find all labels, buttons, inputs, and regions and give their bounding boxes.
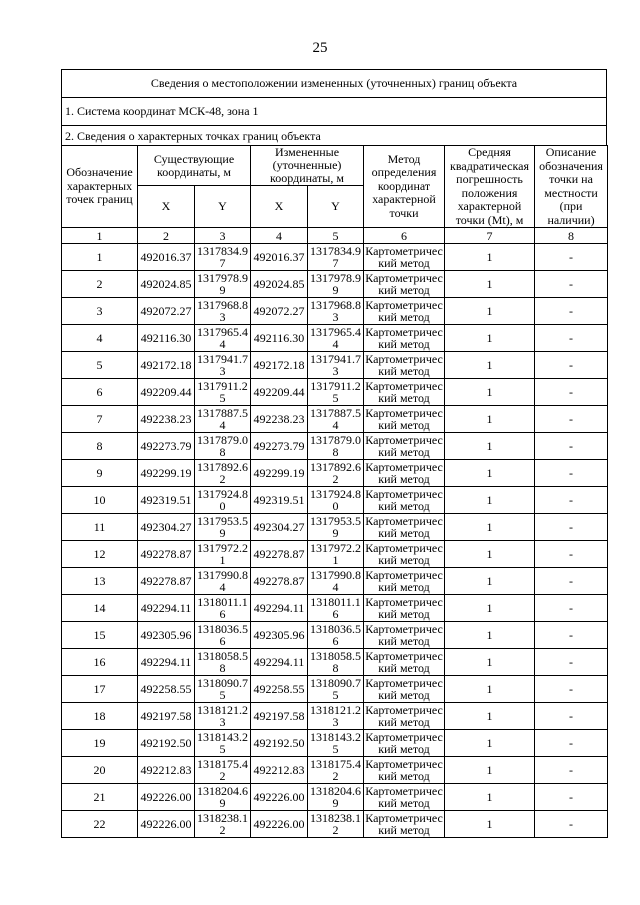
table-title: Сведения о местоположении измененных (уточненных) границ объекта: [61, 69, 607, 97]
existing-x-cell: 492197.58: [138, 703, 195, 730]
existing-x-cell: 492016.37: [138, 244, 195, 271]
page-number: 25: [312, 40, 328, 56]
table-row: [62, 379, 608, 406]
description-cell: -: [535, 595, 608, 622]
existing-x-cell: 492209.44: [138, 379, 195, 406]
error-cell: 1: [445, 622, 535, 649]
method-cell: Картометрический метод: [365, 487, 443, 513]
existing-y-cell: 1317990.84: [195, 568, 251, 595]
description-cell: -: [535, 622, 608, 649]
table-row: [62, 244, 608, 271]
column-number: 1: [62, 228, 138, 244]
description-cell: -: [535, 325, 608, 352]
point-number: 12: [62, 541, 138, 568]
column-number: 4: [251, 228, 308, 244]
error-cell: 1: [445, 811, 535, 838]
changed-x-cell: 492116.30: [251, 325, 308, 352]
error-cell: 1: [445, 433, 535, 460]
changed-x-cell: 492305.96: [251, 622, 308, 649]
method-cell: Картометрический метод: [365, 244, 443, 270]
table-row: [62, 595, 608, 622]
description-cell: -: [535, 568, 608, 595]
description-cell: -: [535, 757, 608, 784]
description-cell: -: [535, 541, 608, 568]
changed-y-cell: 1318121.23: [308, 703, 364, 730]
existing-x-cell: 492212.83: [138, 757, 195, 784]
changed-y-cell: 1317968.83: [308, 298, 364, 325]
changed-x-cell: 492212.83: [251, 757, 308, 784]
method-cell: Картометрический метод: [365, 514, 443, 540]
changed-y-cell: 1318175.42: [308, 757, 364, 784]
changed-x-cell: 492258.55: [251, 676, 308, 703]
existing-y-cell: 1318090.75: [195, 676, 251, 703]
table-row: [62, 298, 608, 325]
error-cell: 1: [445, 325, 535, 352]
existing-y-cell: 1317972.21: [195, 541, 251, 568]
existing-x-cell: 492273.79: [138, 433, 195, 460]
column-number: 7: [445, 228, 535, 244]
existing-x-cell: 492305.96: [138, 622, 195, 649]
changed-y-cell: 1317911.25: [308, 379, 364, 406]
changed-x-cell: 492192.50: [251, 730, 308, 757]
changed-y-cell: 1317965.44: [308, 325, 364, 352]
existing-y-cell: 1317941.73: [195, 352, 251, 379]
point-number: 20: [62, 757, 138, 784]
existing-x-cell: 492278.87: [138, 541, 195, 568]
changed-x-cell: 492304.27: [251, 514, 308, 541]
changed-y-cell: 1317941.73: [308, 352, 364, 379]
method-cell: Картометрический метод: [365, 757, 443, 783]
table-row: [62, 649, 608, 676]
table-row: [62, 541, 608, 568]
column-number: 8: [535, 228, 608, 244]
table-row: [62, 622, 608, 649]
error-cell: 1: [445, 460, 535, 487]
point-number: 11: [62, 514, 138, 541]
existing-y-cell: 1318204.69: [195, 784, 251, 811]
error-cell: 1: [445, 595, 535, 622]
changed-y-cell: 1318058.58: [308, 649, 364, 676]
changed-x-cell: 492294.11: [251, 595, 308, 622]
point-number: 2: [62, 271, 138, 298]
error-cell: 1: [445, 352, 535, 379]
changed-y-cell: 1317990.84: [308, 568, 364, 595]
description-cell: -: [535, 271, 608, 298]
existing-x-cell: 492116.30: [138, 325, 195, 352]
description-cell: -: [535, 784, 608, 811]
existing-y-cell: 1318121.23: [195, 703, 251, 730]
changed-x-cell: 492226.00: [251, 811, 308, 838]
error-cell: 1: [445, 379, 535, 406]
point-number: 3: [62, 298, 138, 325]
point-number: 16: [62, 649, 138, 676]
description-cell: -: [535, 487, 608, 514]
existing-y-cell: 1317834.97: [195, 244, 251, 271]
table-body: [62, 244, 608, 838]
existing-x-cell: 492072.27: [138, 298, 195, 325]
method-cell: Картометрический метод: [365, 352, 443, 378]
error-cell: 1: [445, 298, 535, 325]
changed-x-cell: 492197.58: [251, 703, 308, 730]
changed-x-cell: 492278.87: [251, 568, 308, 595]
table-row: [62, 433, 608, 460]
header-existing-coordinates: Существующие координаты, м: [138, 146, 251, 186]
method-cell: Картометрический метод: [365, 676, 443, 702]
existing-x-cell: 492024.85: [138, 271, 195, 298]
method-cell: Картометрический метод: [365, 406, 443, 432]
error-cell: 1: [445, 703, 535, 730]
point-number: 10: [62, 487, 138, 514]
existing-x-cell: 492278.87: [138, 568, 195, 595]
changed-x-cell: 492319.51: [251, 487, 308, 514]
description-cell: -: [535, 352, 608, 379]
existing-x-cell: 492258.55: [138, 676, 195, 703]
description-cell: -: [535, 406, 608, 433]
existing-y-cell: 1318011.16: [195, 595, 251, 622]
error-cell: 1: [445, 244, 535, 271]
method-cell: Картометрический метод: [365, 568, 443, 594]
table-row: [62, 703, 608, 730]
changed-x-cell: 492299.19: [251, 460, 308, 487]
method-cell: Картометрический метод: [365, 622, 443, 648]
table-row: [62, 757, 608, 784]
description-cell: -: [535, 379, 608, 406]
existing-y-cell: 1317965.44: [195, 325, 251, 352]
changed-y-cell: 1317834.97: [308, 244, 364, 271]
description-cell: -: [535, 244, 608, 271]
column-numbers-row: [62, 228, 608, 244]
changed-x-cell: 492072.27: [251, 298, 308, 325]
table-row: [62, 514, 608, 541]
existing-x-cell: 492226.00: [138, 784, 195, 811]
existing-y-cell: 1317911.25: [195, 379, 251, 406]
point-number: 7: [62, 406, 138, 433]
existing-y-cell: 1317953.59: [195, 514, 251, 541]
changed-x-cell: 492172.18: [251, 352, 308, 379]
point-number: 1: [62, 244, 138, 271]
changed-x-cell: 492016.37: [251, 244, 308, 271]
point-number: 17: [62, 676, 138, 703]
header-changed-y: Y: [308, 186, 364, 228]
table-row: [62, 487, 608, 514]
point-number: 15: [62, 622, 138, 649]
table-row: [62, 730, 608, 757]
existing-x-cell: 492226.00: [138, 811, 195, 838]
header-existing-y: Y: [195, 186, 251, 228]
existing-x-cell: 492299.19: [138, 460, 195, 487]
header-designation: Обозначение характерных точек границ: [62, 146, 138, 228]
table-row: [62, 568, 608, 595]
table-row: [62, 811, 608, 838]
changed-x-cell: 492273.79: [251, 433, 308, 460]
existing-y-cell: 1317978.99: [195, 271, 251, 298]
method-cell: Картометрический метод: [365, 811, 443, 837]
point-number: 8: [62, 433, 138, 460]
description-cell: -: [535, 676, 608, 703]
description-cell: -: [535, 460, 608, 487]
existing-y-cell: 1317887.54: [195, 406, 251, 433]
existing-y-cell: 1318143.25: [195, 730, 251, 757]
changed-y-cell: 1317892.62: [308, 460, 364, 487]
point-number: 9: [62, 460, 138, 487]
point-number: 22: [62, 811, 138, 838]
column-number: 6: [364, 228, 445, 244]
error-cell: 1: [445, 568, 535, 595]
changed-y-cell: 1318036.56: [308, 622, 364, 649]
changed-x-cell: 492278.87: [251, 541, 308, 568]
description-cell: -: [535, 298, 608, 325]
description-cell: -: [535, 433, 608, 460]
existing-x-cell: 492294.11: [138, 595, 195, 622]
boundary-points-table: [61, 145, 608, 838]
changed-y-cell: 1317953.59: [308, 514, 364, 541]
header-changed-x: X: [251, 186, 308, 228]
existing-x-cell: 492238.23: [138, 406, 195, 433]
changed-y-cell: 1317924.80: [308, 487, 364, 514]
method-cell: Картометрический метод: [365, 460, 443, 486]
existing-x-cell: 492304.27: [138, 514, 195, 541]
header-point-description: Описание обозначения точки на местности (при наличии): [535, 146, 608, 228]
header-changed-coordinates: Измененные (уточненные) координаты, м: [251, 146, 364, 186]
changed-x-cell: 492294.11: [251, 649, 308, 676]
error-cell: 1: [445, 784, 535, 811]
header-mean-square-error: Средняя квадратическая погрешность положения характерной точки (Mt), м: [445, 146, 535, 228]
method-cell: Картометрический метод: [365, 730, 443, 756]
error-cell: 1: [445, 514, 535, 541]
point-number: 5: [62, 352, 138, 379]
error-cell: 1: [445, 757, 535, 784]
table-row: [62, 352, 608, 379]
changed-y-cell: 1317887.54: [308, 406, 364, 433]
point-number: 18: [62, 703, 138, 730]
table-row: [62, 676, 608, 703]
error-cell: 1: [445, 271, 535, 298]
description-cell: -: [535, 703, 608, 730]
error-cell: 1: [445, 649, 535, 676]
changed-y-cell: 1318011.16: [308, 595, 364, 622]
table-row: [62, 784, 608, 811]
method-cell: Картометрический метод: [365, 325, 443, 351]
table-row: [62, 325, 608, 352]
description-cell: -: [535, 730, 608, 757]
points-section-row: 2. Сведения о характерных точках границ объекта: [61, 125, 607, 145]
method-cell: Картометрический метод: [365, 784, 443, 810]
changed-x-cell: 492238.23: [251, 406, 308, 433]
changed-y-cell: 1318238.12: [308, 811, 364, 838]
point-number: 4: [62, 325, 138, 352]
error-cell: 1: [445, 730, 535, 757]
existing-x-cell: 492172.18: [138, 352, 195, 379]
error-cell: 1: [445, 541, 535, 568]
table-row: [62, 460, 608, 487]
changed-y-cell: 1317972.21: [308, 541, 364, 568]
changed-x-cell: 492226.00: [251, 784, 308, 811]
coordinate-system-row: 1. Система координат МСК-48, зона 1: [61, 97, 607, 125]
description-cell: -: [535, 514, 608, 541]
method-cell: Картометрический метод: [365, 595, 443, 621]
existing-y-cell: 1317968.83: [195, 298, 251, 325]
existing-y-cell: 1318175.42: [195, 757, 251, 784]
column-number: 5: [308, 228, 364, 244]
header-method: Метод определения координат характерной точки: [364, 146, 445, 228]
point-number: 21: [62, 784, 138, 811]
method-cell: Картометрический метод: [365, 433, 443, 459]
method-cell: Картометрический метод: [365, 379, 443, 405]
table-row: [62, 406, 608, 433]
existing-x-cell: 492294.11: [138, 649, 195, 676]
changed-x-cell: 492024.85: [251, 271, 308, 298]
point-number: 6: [62, 379, 138, 406]
existing-y-cell: 1318058.58: [195, 649, 251, 676]
column-number: 2: [138, 228, 195, 244]
header-existing-x: X: [138, 186, 195, 228]
method-cell: Картометрический метод: [365, 703, 443, 729]
error-cell: 1: [445, 676, 535, 703]
existing-y-cell: 1317892.62: [195, 460, 251, 487]
method-cell: Картометрический метод: [365, 649, 443, 675]
point-number: 19: [62, 730, 138, 757]
method-cell: Картометрический метод: [365, 271, 443, 297]
changed-y-cell: 1317978.99: [308, 271, 364, 298]
method-cell: Картометрический метод: [365, 298, 443, 324]
column-number: 3: [195, 228, 251, 244]
point-number: 13: [62, 568, 138, 595]
changed-y-cell: 1317879.08: [308, 433, 364, 460]
existing-y-cell: 1317879.08: [195, 433, 251, 460]
changed-y-cell: 1318204.69: [308, 784, 364, 811]
description-cell: -: [535, 811, 608, 838]
method-cell: Картометрический метод: [365, 541, 443, 567]
error-cell: 1: [445, 487, 535, 514]
existing-x-cell: 492319.51: [138, 487, 195, 514]
existing-x-cell: 492192.50: [138, 730, 195, 757]
changed-y-cell: 1318090.75: [308, 676, 364, 703]
table-row: [62, 271, 608, 298]
changed-x-cell: 492209.44: [251, 379, 308, 406]
existing-y-cell: 1318238.12: [195, 811, 251, 838]
existing-y-cell: 1318036.56: [195, 622, 251, 649]
existing-y-cell: 1317924.80: [195, 487, 251, 514]
point-number: 14: [62, 595, 138, 622]
error-cell: 1: [445, 406, 535, 433]
changed-y-cell: 1318143.25: [308, 730, 364, 757]
description-cell: -: [535, 649, 608, 676]
